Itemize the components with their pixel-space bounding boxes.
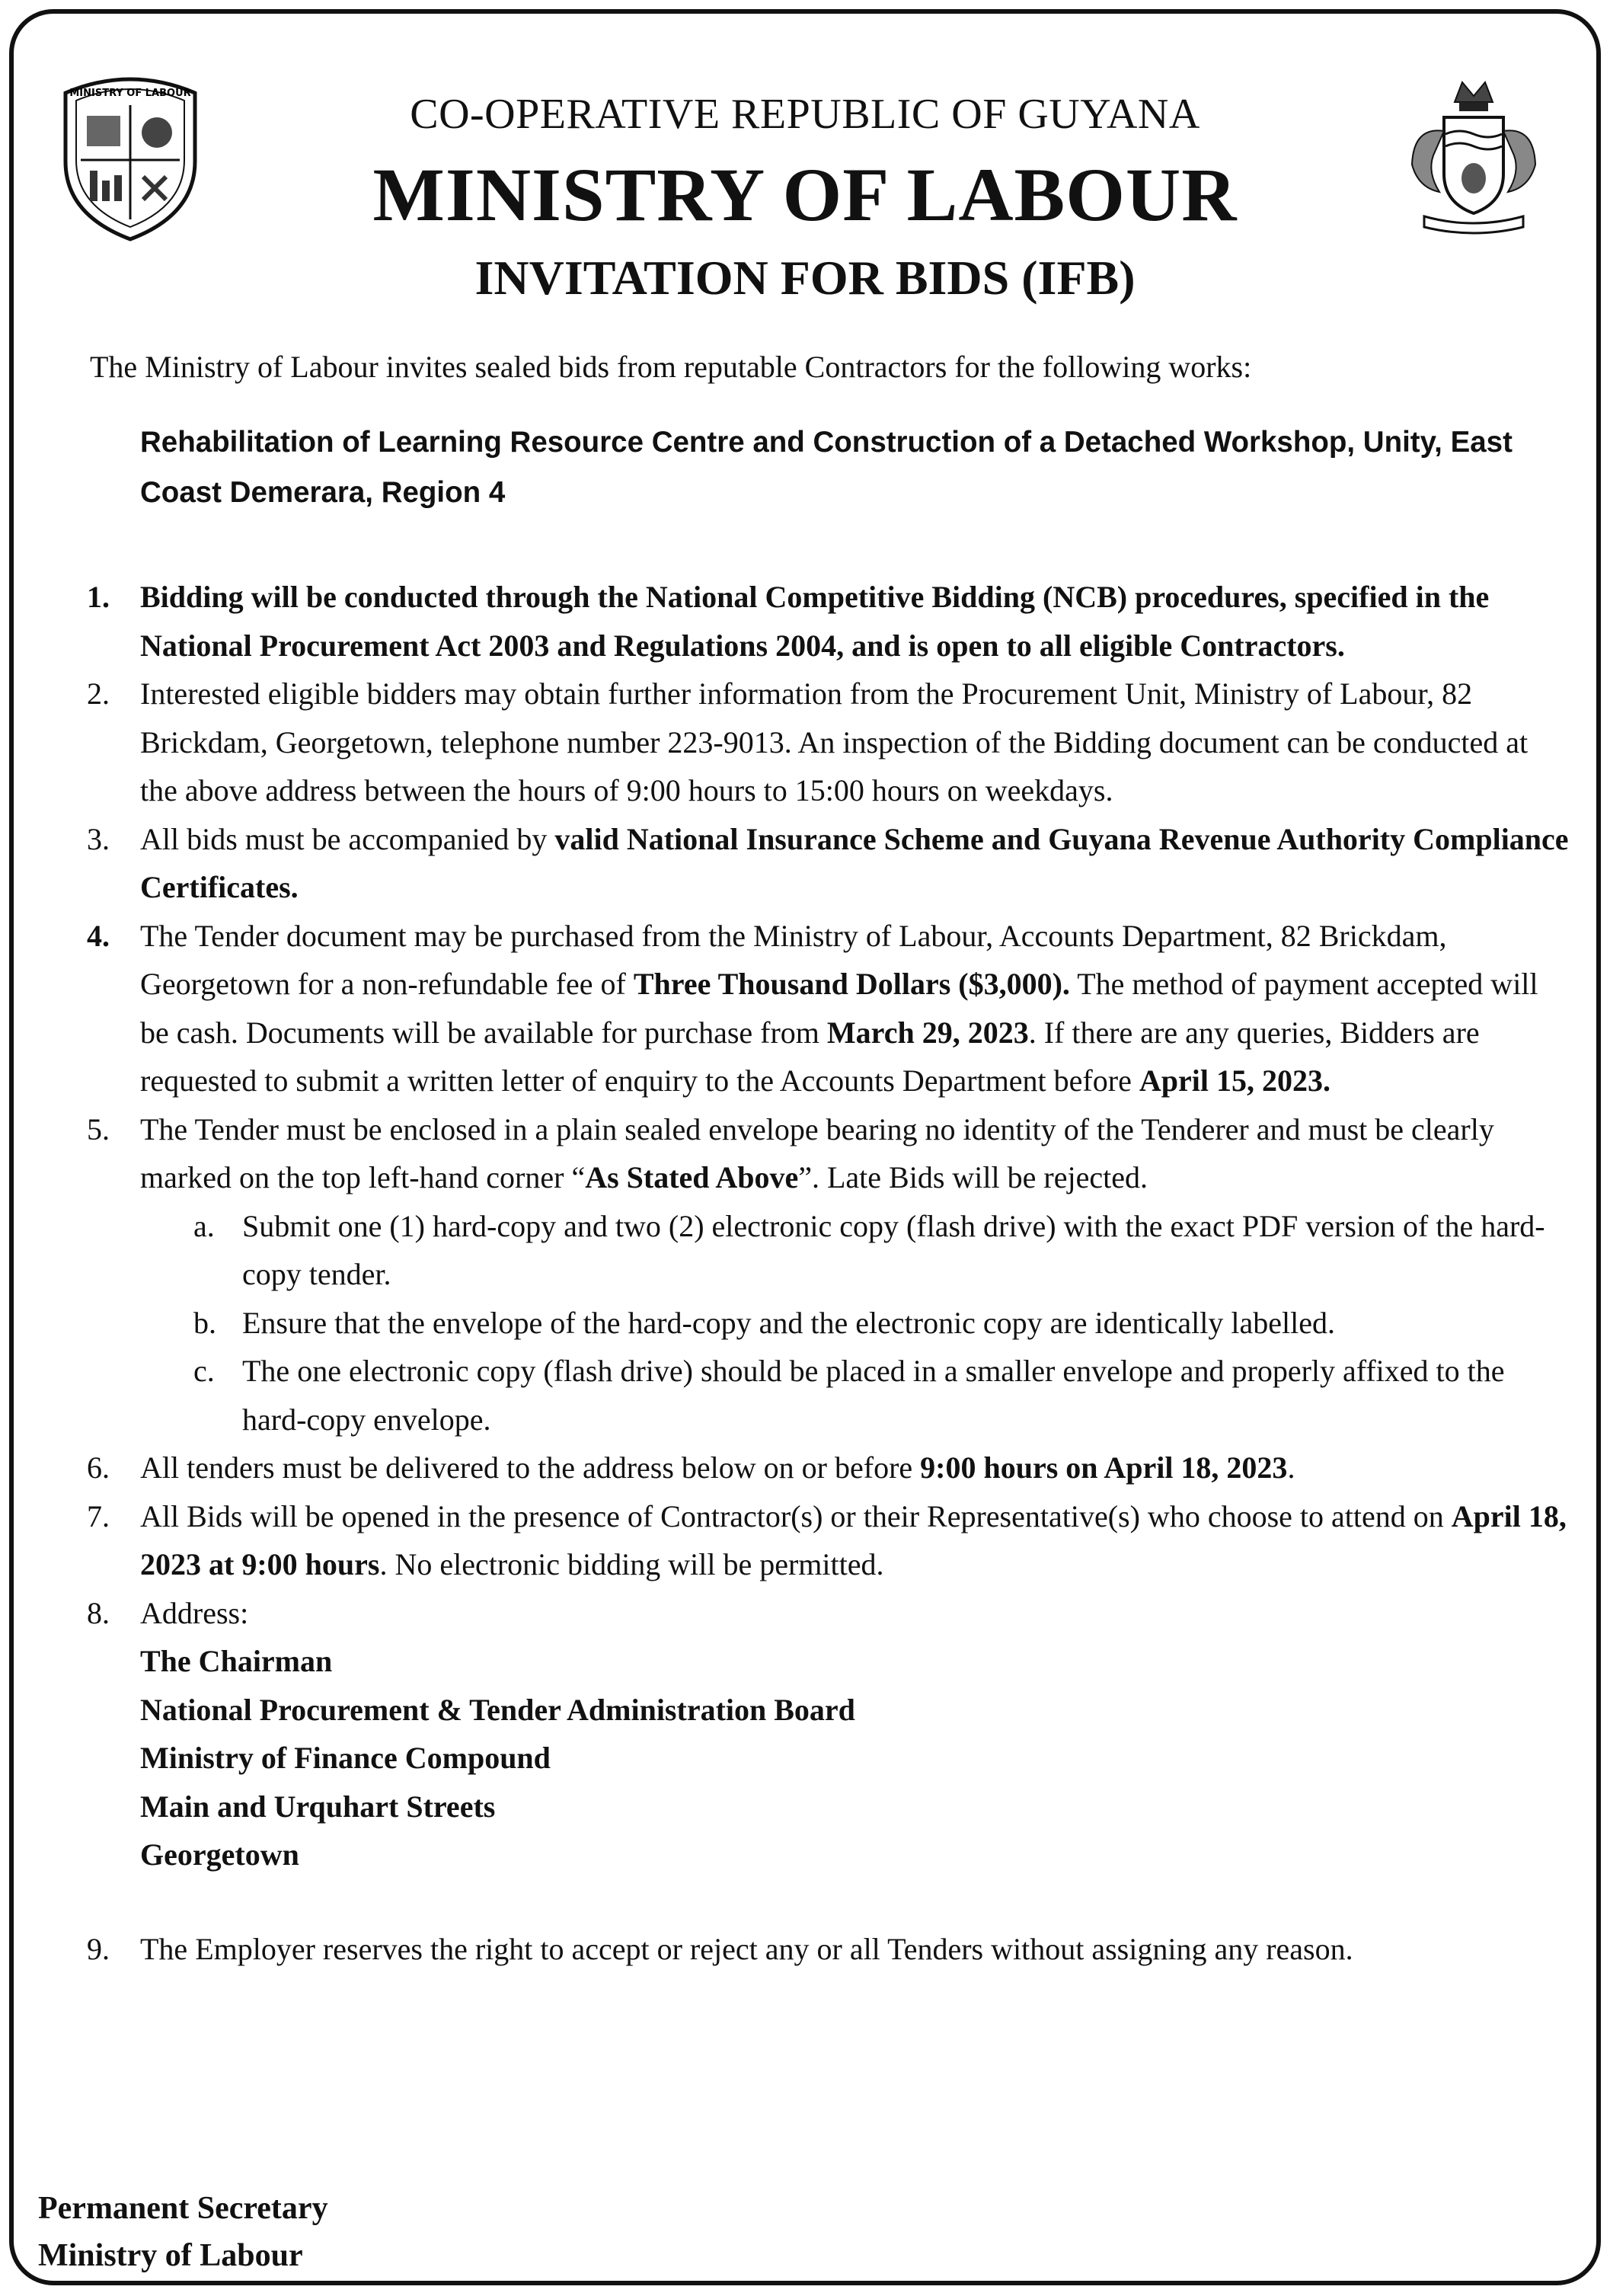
list-subitem-b: b. Ensure that the envelope of the hard-copy and the electronic copy are identically labelled. bbox=[193, 1305, 1335, 1340]
list-item-1: 1. Bidding will be conducted through the National Competitive Bidding (NCB) procedures, specified in the National Procurement Act 2003 and Regulations 2004, and is open to all eligible Contractors. bbox=[87, 580, 1490, 663]
address-line: National Procurement & Tender Administration Board bbox=[140, 1692, 855, 1727]
address-line: The Chairman bbox=[140, 1644, 333, 1678]
document-title: INVITATION FOR BIDS (IFB) bbox=[474, 251, 1136, 305]
intro-paragraph: The Ministry of Labour invites sealed bids from reputable Contractors for the following works: bbox=[90, 350, 1252, 384]
list-item-6: 6. All tenders must be delivered to the address below on or before 9:00 hours on April 18, 2023. bbox=[87, 1450, 1295, 1485]
address-line: Ministry of Finance Compound bbox=[140, 1741, 551, 1775]
spacer bbox=[0, 1879, 1610, 1925]
signature-block bbox=[38, 2185, 328, 2279]
list-item-4: 4. The Tender document may be purchased from the Ministry of Labour, Accounts Department, 82 Brickdam, Georgetown for a non-refundable fee of Three Thousand Dollars ($3,000). The method of payment accepted will be cash. Documents will be available for purchase from March 29, 2023. If there are any queries, Bidders are requested to submit a written letter of enquiry to the Accounts Department before April 15, 2023. bbox=[87, 918, 1538, 1098]
list-subitem-c: c. The one electronic copy (flash drive) should be placed in a smaller envelope and properly affixed to the hard-copy envelope. bbox=[193, 1354, 1505, 1437]
address-line: Georgetown bbox=[140, 1837, 299, 1872]
bid-conditions-list bbox=[0, 573, 1610, 1973]
signatory-title: Permanent Secretary bbox=[38, 2191, 328, 2226]
address-line: Main and Urquhart Streets bbox=[140, 1789, 496, 1824]
project-title: Rehabilitation of Learning Resource Centre and Construction of a Detached Workshop, Unity, East Coast Demerara, Region 4 bbox=[140, 426, 1513, 509]
list-item-5: 5. The Tender must be enclosed in a plain sealed envelope bearing no identity of the Tenderer and must be clearly marked on the top left-hand corner “As Stated Above”. Late Bids will be rejected. bbox=[87, 1111, 1494, 1194]
list-item-9: 9. The Employer reserves the right to accept or reject any or all Tenders without assigning any reason. bbox=[87, 1931, 1353, 1966]
list-item-3: 3. All bids must be accompanied by valid National Insurance Scheme and Guyana Revenue Authority Compliance Certificates. bbox=[87, 821, 1569, 904]
svg-text:MINISTRY OF LABOUR: MINISTRY OF LABOUR bbox=[69, 88, 191, 99]
ministry-heading: MINISTRY OF LABOUR bbox=[372, 152, 1238, 237]
country-heading: CO-OPERATIVE REPUBLIC OF GUYANA bbox=[410, 91, 1200, 138]
list-item-8: 8. Address: bbox=[87, 1595, 249, 1630]
list-subitem-a: a. Submit one (1) hard-copy and two (2) electronic copy (flash drive) with the exact PDF version of the hard-copy tender. bbox=[193, 1208, 1545, 1291]
list-item-7: 7. All Bids will be opened in the presence of Contractor(s) or their Representative(s) who choose to attend on April 18, 2023 at 9:00 hours. No electronic bidding will be permitted. bbox=[87, 1498, 1567, 1581]
list-item-2: 2. Interested eligible bidders may obtain further information from the Procurement Unit, Ministry of Labour, 82 Brickdam, Georgetown, telephone number 223-9013. An inspection of the Bidding document can be conducted at the above address between the hours of 9:00 hours to 15:00 hours on weekdays. bbox=[87, 676, 1529, 807]
signatory-organization: Ministry of Labour bbox=[38, 2238, 303, 2273]
